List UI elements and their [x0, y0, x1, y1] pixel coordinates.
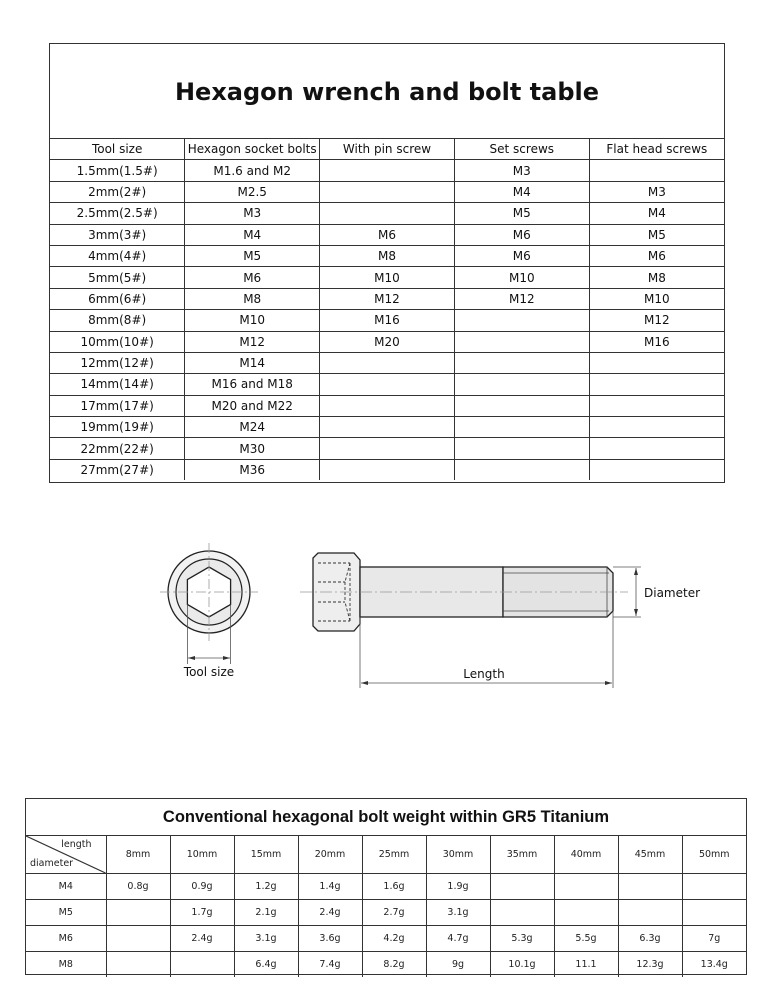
table-cell: M6 — [454, 245, 589, 266]
table-cell — [589, 352, 724, 373]
weight-cell: 1.6g — [362, 874, 426, 900]
table-cell: M20 and M22 — [185, 395, 320, 416]
corner-cell — [26, 836, 106, 874]
length-header: 45mm — [618, 836, 682, 874]
weight-cell — [554, 900, 618, 926]
table-cell: 6mm(6#) — [50, 288, 185, 309]
weight-cell: 4.7g — [426, 926, 490, 952]
length-header-row — [26, 836, 746, 874]
weight-cell: 1.7g — [170, 900, 234, 926]
weight-cell: 2.7g — [362, 900, 426, 926]
table-cell: M16 — [589, 331, 724, 352]
table-cell — [589, 160, 724, 181]
table-cell: 2.5mm(2.5#) — [50, 203, 185, 224]
table-cell: M4 — [454, 181, 589, 202]
corner-length-label: length — [61, 839, 92, 850]
weight-cell: 6.4g — [234, 952, 298, 978]
diameter-cell: M5 — [26, 900, 106, 926]
table-cell: 22mm(22#) — [50, 438, 185, 459]
table-row — [26, 926, 746, 952]
table-cell — [454, 417, 589, 438]
table-row — [50, 310, 724, 331]
table-cell: M6 — [589, 245, 724, 266]
diameter-cell: M6 — [26, 926, 106, 952]
weight-cell — [490, 900, 554, 926]
weight-cell: 3.1g — [426, 900, 490, 926]
table-cell: 3mm(3#) — [50, 224, 185, 245]
weight-cell — [618, 874, 682, 900]
table-cell: M5 — [185, 245, 320, 266]
table-cell: M16 — [320, 310, 455, 331]
weight-cell: 12.3g — [618, 952, 682, 978]
table-cell — [454, 331, 589, 352]
table-cell — [320, 160, 455, 181]
length-header: 10mm — [170, 836, 234, 874]
table-cell: M14 — [185, 352, 320, 373]
table-cell — [589, 459, 724, 480]
table-row — [50, 331, 724, 352]
table-cell — [454, 374, 589, 395]
weight-cell: 11.1 — [554, 952, 618, 978]
table-cell: M4 — [185, 224, 320, 245]
table-cell: 5mm(5#) — [50, 267, 185, 288]
weight-cell: 5.5g — [554, 926, 618, 952]
weight-cell: 7.4g — [298, 952, 362, 978]
table-cell — [454, 352, 589, 373]
table-row — [50, 245, 724, 266]
table-cell: M10 — [454, 267, 589, 288]
weight-cell — [106, 926, 170, 952]
table-cell: M8 — [185, 288, 320, 309]
table-cell: M10 — [589, 288, 724, 309]
column-header: With pin screw — [320, 139, 455, 160]
table-cell: M3 — [185, 203, 320, 224]
table-cell: M2.5 — [185, 181, 320, 202]
weight-cell: 13.4g — [682, 952, 746, 978]
table-cell — [320, 203, 455, 224]
weight-cell — [170, 952, 234, 978]
table-cell — [320, 438, 455, 459]
weight-cell: 7g — [682, 926, 746, 952]
length-header: 15mm — [234, 836, 298, 874]
table-cell — [454, 395, 589, 416]
table-row — [50, 181, 724, 202]
table-cell: M12 — [185, 331, 320, 352]
table-cell: 4mm(4#) — [50, 245, 185, 266]
table-cell: M20 — [320, 331, 455, 352]
table-cell: M36 — [185, 459, 320, 480]
table-cell: 1.5mm(1.5#) — [50, 160, 185, 181]
weight-cell: 3.6g — [298, 926, 362, 952]
table-cell: M10 — [185, 310, 320, 331]
weight-cell: 3.1g — [234, 926, 298, 952]
weight-cell — [490, 874, 554, 900]
table-cell: M6 — [454, 224, 589, 245]
table-row — [50, 459, 724, 480]
weight-cell: 1.2g — [234, 874, 298, 900]
table-row — [50, 352, 724, 373]
length-header: 50mm — [682, 836, 746, 874]
table-row — [50, 160, 724, 181]
corner-diameter-label: diameter — [30, 858, 74, 869]
weight-cell — [554, 874, 618, 900]
table-cell: 27mm(27#) — [50, 459, 185, 480]
weight-cell: 2.4g — [298, 900, 362, 926]
table-row — [50, 395, 724, 416]
wrench-bolt-grid — [50, 139, 724, 480]
weight-cell — [682, 900, 746, 926]
table-cell: 12mm(12#) — [50, 352, 185, 373]
weight-cell: 2.4g — [170, 926, 234, 952]
weight-cell: 9g — [426, 952, 490, 978]
weight-grid — [26, 836, 746, 977]
table-cell — [454, 459, 589, 480]
weight-cell: 1.4g — [298, 874, 362, 900]
diameter-label: Diameter — [644, 586, 701, 600]
table-row — [26, 952, 746, 978]
table-row — [50, 267, 724, 288]
table-cell: 10mm(10#) — [50, 331, 185, 352]
table-cell: M30 — [185, 438, 320, 459]
length-label: Length — [463, 667, 505, 681]
length-header: 40mm — [554, 836, 618, 874]
weight-cell: 5.3g — [490, 926, 554, 952]
length-header: 20mm — [298, 836, 362, 874]
table-cell — [454, 310, 589, 331]
table-cell — [589, 417, 724, 438]
weight-cell: 2.1g — [234, 900, 298, 926]
bolt-diagram — [0, 540, 770, 700]
table-cell: M24 — [185, 417, 320, 438]
table-cell — [320, 352, 455, 373]
table-cell: M12 — [589, 310, 724, 331]
weight-cell — [682, 874, 746, 900]
wrench-bolt-table — [49, 43, 725, 483]
length-header: 35mm — [490, 836, 554, 874]
table-cell: 8mm(8#) — [50, 310, 185, 331]
table-cell — [589, 438, 724, 459]
table-row — [26, 900, 746, 926]
table-cell: M12 — [320, 288, 455, 309]
table-row — [50, 203, 724, 224]
weight-cell: 0.8g — [106, 874, 170, 900]
table-row — [50, 417, 724, 438]
table-row — [26, 874, 746, 900]
table-cell: M6 — [185, 267, 320, 288]
diameter-cell: M8 — [26, 952, 106, 978]
table-cell — [589, 374, 724, 395]
table-cell — [589, 395, 724, 416]
table-cell — [454, 438, 589, 459]
weight-cell: 0.9g — [170, 874, 234, 900]
table-cell: M3 — [454, 160, 589, 181]
table-cell — [320, 395, 455, 416]
table-cell — [320, 374, 455, 395]
length-header: 25mm — [362, 836, 426, 874]
column-header: Hexagon socket bolts — [185, 139, 320, 160]
diameter-cell: M4 — [26, 874, 106, 900]
bolt-head-end-view — [160, 543, 258, 641]
table-cell: M6 — [320, 224, 455, 245]
header-row — [50, 139, 724, 160]
table-cell: 17mm(17#) — [50, 395, 185, 416]
table-cell: M5 — [454, 203, 589, 224]
wrench-bolt-table-title: Hexagon wrench and bolt table — [50, 44, 724, 139]
table-cell: 2mm(2#) — [50, 181, 185, 202]
length-header: 30mm — [426, 836, 490, 874]
weight-cell — [618, 900, 682, 926]
table-row — [50, 288, 724, 309]
weight-table-title: Conventional hexagonal bolt weight within GR5 Titanium — [26, 799, 746, 836]
table-cell — [320, 459, 455, 480]
weight-cell: 10.1g — [490, 952, 554, 978]
table-cell: M8 — [589, 267, 724, 288]
weight-cell: 4.2g — [362, 926, 426, 952]
table-row — [50, 224, 724, 245]
table-cell: M5 — [589, 224, 724, 245]
tool-size-label: Tool size — [183, 665, 235, 679]
table-cell: M8 — [320, 245, 455, 266]
titanium-bolt-weight-table — [25, 798, 747, 975]
weight-cell: 6.3g — [618, 926, 682, 952]
weight-cell: 1.9g — [426, 874, 490, 900]
table-cell — [320, 417, 455, 438]
table-cell: M12 — [454, 288, 589, 309]
table-row — [50, 374, 724, 395]
bolt-side-view — [300, 553, 628, 631]
length-header: 8mm — [106, 836, 170, 874]
table-cell: M3 — [589, 181, 724, 202]
table-row — [50, 438, 724, 459]
column-header: Flat head screws — [589, 139, 724, 160]
table-cell: M4 — [589, 203, 724, 224]
weight-cell: 8.2g — [362, 952, 426, 978]
table-cell — [320, 181, 455, 202]
table-cell: 19mm(19#) — [50, 417, 185, 438]
weight-cell — [106, 952, 170, 978]
column-header: Tool size — [50, 139, 185, 160]
table-cell: M10 — [320, 267, 455, 288]
table-cell: 14mm(14#) — [50, 374, 185, 395]
table-cell: M1.6 and M2 — [185, 160, 320, 181]
table-cell: M16 and M18 — [185, 374, 320, 395]
column-header: Set screws — [454, 139, 589, 160]
weight-cell — [106, 900, 170, 926]
